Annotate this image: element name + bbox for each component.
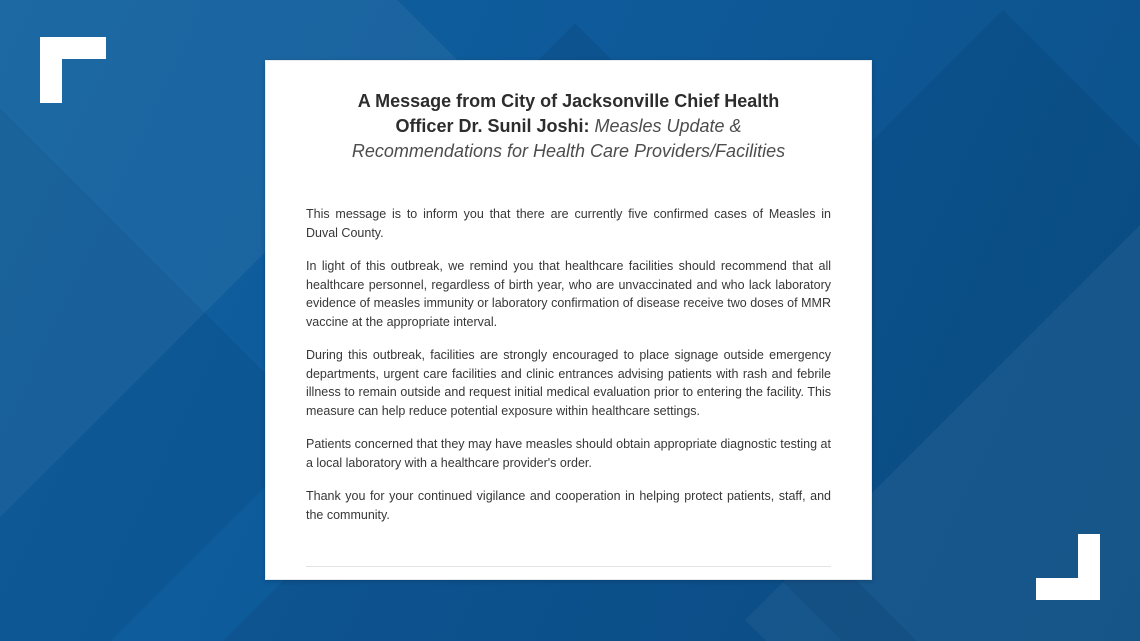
title-italic-text: Measles Update & xyxy=(594,116,742,136)
message-title-line xyxy=(306,139,831,164)
title-bold-text: Officer Dr. Sunil Joshi: xyxy=(395,116,595,136)
title-bold-text: A Message from City of Jacksonville Chief Health xyxy=(357,91,780,111)
message-paragraph: Thank you for your continued vigilance and cooperation in helping protect patients, staff, and the community. xyxy=(306,489,831,522)
message-paragraph: This message is to inform you that there are currently five confirmed cases of Measles in Duval County. xyxy=(306,207,831,240)
message-body xyxy=(306,205,831,524)
message-title xyxy=(306,89,831,164)
message-title-line xyxy=(306,114,831,139)
message-title-line xyxy=(306,89,831,114)
message-paragraph: In light of this outbreak, we remind you that healthcare facilities should recommend that all healthcare personnel, regardless of birth year, who are unvaccinated and who lack laboratory evidence of measles immunity or laboratory confirmation of disease receive two doses of MMR vaccine at the appropriate interval. xyxy=(306,259,831,329)
message-paragraph: During this outbreak, facilities are strongly encouraged to place signage outside emergency departments, urgent care facilities and clinic entrances advising patients with rash and febrile illness to remain outside and request initial medical evaluation prior to entering the facility. This measure can help reduce potential exposure within healthcare settings. xyxy=(306,348,831,418)
message-card xyxy=(265,60,872,580)
corner-bracket-bottom-right-icon xyxy=(1036,534,1100,600)
divider-line xyxy=(306,566,831,567)
message-paragraph: Patients concerned that they may have measles should obtain appropriate diagnostic testing at a local laboratory with a healthcare provider's order. xyxy=(306,437,831,470)
title-italic-text: Recommendations for Health Care Providers/Facilities xyxy=(351,141,786,161)
corner-bracket-top-left-icon xyxy=(40,37,106,103)
